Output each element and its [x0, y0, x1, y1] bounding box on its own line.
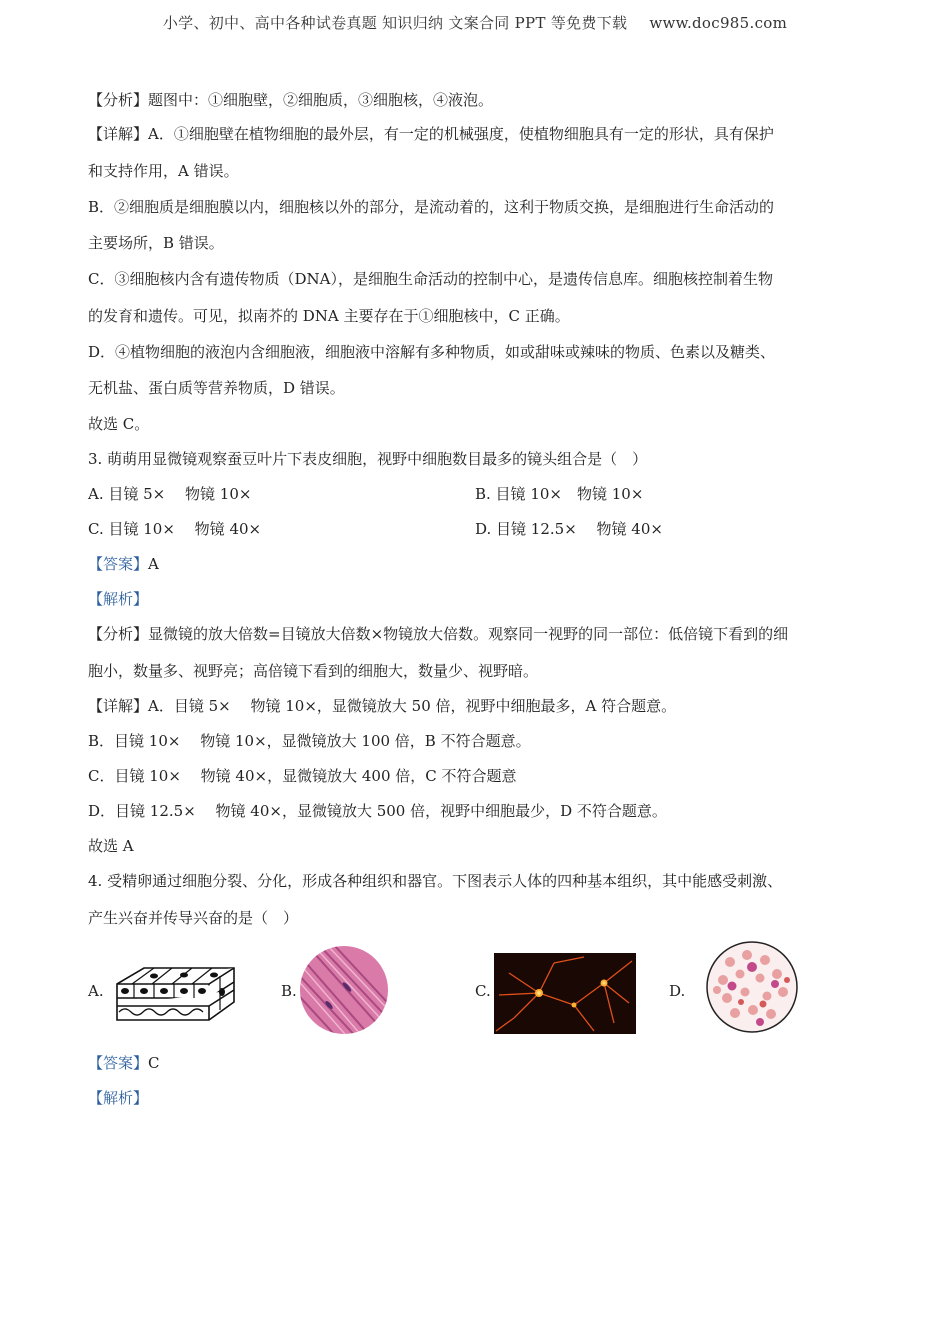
q2-detail-b-line2: 主要场所，B 错误。: [88, 234, 224, 252]
q2-detail-c-line2: 的发育和遗传。可见，拟南芥的 DNA 主要存在于①细胞核中，C 正确。: [88, 307, 570, 325]
header-url[interactable]: www.doc985.com: [649, 14, 788, 32]
q3-detail-a: 【详解】A．目镜 5× 物镜 10×，显微镜放大 50 倍，视野中细胞最多，A 符合题意。: [88, 697, 677, 715]
q2-detail-a-line1: 【详解】A．①细胞壁在植物细胞的最外层，有一定的机械强度，使植物细胞具有一定的形状，具有保护: [88, 125, 774, 143]
q3-answer: [88, 554, 159, 574]
q3-option-b: B. 目镜 10× 物镜 10×: [475, 485, 644, 503]
q2-detail-b-line1: B．②细胞质是细胞膜以内，细胞核以外的部分，是流动着的，这利于物质交换，是细胞进行生命活动的: [88, 198, 775, 216]
q3-conclusion: 故选 A: [88, 837, 134, 855]
nerve-tissue-figure: [494, 953, 636, 1034]
q4-option-a-label: A.: [88, 982, 104, 1000]
q2-conclusion: 故选 C。: [88, 415, 150, 433]
q3-analysis-line2: 胞小，数量多、视野亮；高倍镜下看到的细胞大，数量少、视野暗。: [88, 662, 539, 680]
q2-detail-c-line1: C．③细胞核内含有遗传物质（DNA），是细胞生命活动的控制中心，是遗传信息库。细胞核控制着生物: [88, 270, 773, 288]
q4-analysis-label: 【解析】: [88, 1089, 149, 1107]
blood-tissue-figure: [705, 940, 799, 1034]
q4-answer-value: C: [148, 1054, 160, 1072]
q4-option-d-label: D.: [669, 982, 686, 1000]
q4-stem-line1: 4. 受精卵通过细胞分裂、分化，形成各种组织和器官。下图表示人体的四种基本组织，其中能感受刺激、: [88, 872, 783, 890]
q2-detail-d-line2: 无机盐、蛋白质等营养物质，D 错误。: [88, 379, 345, 397]
q4-answer: [88, 1053, 160, 1073]
header-text: 小学、初中、高中各种试卷真题 知识归纳 文案合同 PPT 等免费下载: [162, 14, 628, 32]
q3-answer-label: 【答案】: [88, 555, 149, 573]
q3-option-c: C. 目镜 10× 物镜 40×: [88, 520, 262, 538]
q4-option-c-label: C.: [475, 982, 491, 1000]
q4-answer-label: 【答案】: [88, 1054, 149, 1072]
q3-option-d: D. 目镜 12.5× 物镜 40×: [475, 520, 663, 538]
q2-detail-a-line2: 和支持作用，A 错误。: [88, 162, 239, 180]
q4-option-b-label: B.: [281, 982, 297, 1000]
q3-analysis-label: 【解析】: [88, 590, 149, 608]
q3-analysis-line1: 【分析】显微镜的放大倍数=目镜放大倍数×物镜放大倍数。观察同一视野的同一部位：低倍镜下看到的细: [88, 625, 789, 643]
q3-detail-b: B．目镜 10× 物镜 10×，显微镜放大 100 倍，B 不符合题意。: [88, 732, 531, 750]
q3-answer-value: A: [148, 555, 159, 573]
q3-detail-d: D．目镜 12.5× 物镜 40×，显微镜放大 500 倍，视野中细胞最少，D 不符合题意。: [88, 802, 667, 820]
q3-stem: 3. 萌萌用显微镜观察蚕豆叶片下表皮细胞，视野中细胞数目最多的镜头组合是（ ）: [88, 450, 648, 468]
q4-stem-line2: 产生兴奋并传导兴奋的是（ ）: [88, 909, 299, 927]
q3-detail-c: C．目镜 10× 物镜 40×，显微镜放大 400 倍，C 不符合题意: [88, 767, 517, 785]
muscle-tissue-figure: [299, 945, 389, 1035]
q2-detail-d-line1: D．④植物细胞的液泡内含细胞液，细胞液中溶解有多种物质，如或甜味或辣味的物质、色素以及糖类、: [88, 343, 776, 361]
page-header: [0, 12, 950, 33]
q2-analysis: 【分析】题图中：①细胞壁，②细胞质，③细胞核，④液泡。: [88, 91, 494, 109]
epithelial-tissue-figure: [114, 962, 236, 1024]
q3-option-a: A. 目镜 5× 物镜 10×: [88, 485, 252, 503]
